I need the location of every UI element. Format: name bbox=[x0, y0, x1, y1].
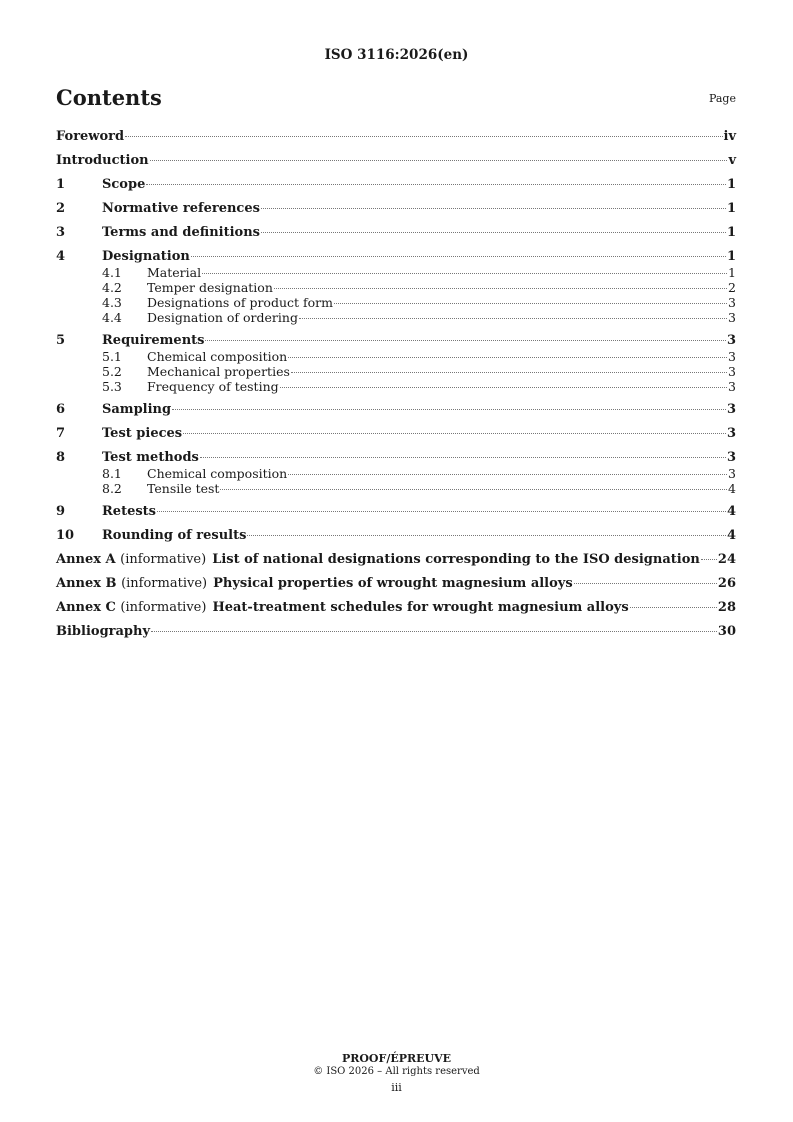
dot-leader bbox=[701, 559, 717, 560]
toc-entry-clause[interactable] bbox=[56, 333, 736, 349]
subclause-page: 4 bbox=[728, 481, 736, 496]
toc-entry-subclause[interactable] bbox=[56, 295, 736, 310]
annex-label: Annex A bbox=[56, 552, 116, 567]
subclause-page: 3 bbox=[728, 295, 736, 310]
clause-title: Test pieces bbox=[102, 426, 183, 441]
annex-label: Annex C bbox=[56, 600, 116, 615]
subclause-title: Temper designation bbox=[147, 280, 273, 295]
dot-leader bbox=[220, 489, 727, 490]
toc-entry-page: iv bbox=[723, 129, 736, 144]
subclause-page: 1 bbox=[728, 265, 736, 280]
annex-page: 24 bbox=[717, 552, 736, 567]
dot-leader bbox=[261, 232, 726, 233]
clause-number: 4 bbox=[56, 249, 66, 264]
toc-entry-page: 30 bbox=[717, 624, 736, 639]
toc-entry-subclause[interactable] bbox=[56, 349, 736, 364]
clause-title: Retests bbox=[102, 504, 156, 519]
toc-entry-subclause[interactable] bbox=[56, 265, 736, 280]
clause-title: Terms and definitions bbox=[102, 225, 260, 240]
toc-entry-title: Introduction bbox=[56, 153, 149, 168]
dot-leader bbox=[205, 340, 725, 341]
clause-number: 10 bbox=[56, 528, 75, 543]
copyright-notice: © ISO 2026 – All rights reserved bbox=[313, 1066, 480, 1077]
toc-entry-title: Foreword bbox=[56, 129, 125, 144]
dot-leader bbox=[280, 387, 727, 388]
subclause-number: 4.2 bbox=[102, 280, 122, 295]
dot-leader bbox=[291, 372, 727, 373]
clause-title: Rounding of results bbox=[102, 528, 247, 543]
clause-number: 7 bbox=[56, 426, 66, 441]
subclause-title: Designation of ordering bbox=[147, 310, 298, 325]
clause-page: 1 bbox=[726, 177, 736, 192]
subclause-title: Material bbox=[147, 265, 202, 280]
dot-leader bbox=[172, 409, 726, 410]
toc-entry-clause[interactable] bbox=[56, 201, 736, 217]
clause-number: 2 bbox=[56, 201, 66, 216]
toc-entry-introduction[interactable] bbox=[56, 153, 736, 169]
dot-leader bbox=[151, 631, 717, 632]
subclause-title: Chemical composition bbox=[147, 349, 288, 364]
page-footer bbox=[0, 1052, 793, 1096]
toc-entry-subclause[interactable] bbox=[56, 379, 736, 394]
dot-leader bbox=[183, 433, 726, 434]
toc-entry-subclause[interactable] bbox=[56, 310, 736, 325]
clause-number: 5 bbox=[56, 333, 66, 348]
dot-leader bbox=[299, 318, 727, 319]
dot-leader bbox=[261, 208, 726, 209]
clause-page: 3 bbox=[726, 450, 736, 465]
dot-leader bbox=[191, 256, 726, 257]
subclause-page: 2 bbox=[728, 280, 736, 295]
subclause-title: Chemical composition bbox=[147, 466, 288, 481]
clause-page: 1 bbox=[726, 201, 736, 216]
toc-entry-clause[interactable] bbox=[56, 528, 736, 544]
annex-title: Physical properties of wrought magnesium alloys bbox=[213, 576, 573, 591]
clause-title: Requirements bbox=[102, 333, 205, 348]
annex-title: List of national designations corresponding to the ISO designation bbox=[212, 552, 700, 567]
dot-leader bbox=[150, 160, 728, 161]
dot-leader bbox=[125, 136, 722, 137]
annex-page: 26 bbox=[717, 576, 736, 591]
clause-title: Scope bbox=[102, 177, 146, 192]
annex-informative-label: (informative) bbox=[120, 600, 207, 615]
subclause-page: 3 bbox=[728, 466, 736, 481]
dot-leader bbox=[146, 184, 726, 185]
clause-page: 3 bbox=[726, 426, 736, 441]
clause-title: Sampling bbox=[102, 402, 172, 417]
subclause-title: Mechanical properties bbox=[147, 364, 290, 379]
clause-number: 8 bbox=[56, 450, 66, 465]
document-id: ISO 3116:2026(en) bbox=[324, 47, 469, 63]
clause-page: 4 bbox=[726, 528, 736, 543]
proof-label: PROOF/ÉPREUVE bbox=[341, 1052, 452, 1065]
toc-entry-foreword[interactable] bbox=[56, 129, 736, 145]
subclause-page: 3 bbox=[728, 364, 736, 379]
dot-leader bbox=[334, 303, 727, 304]
clause-page: 3 bbox=[726, 333, 736, 348]
dot-leader bbox=[574, 583, 717, 584]
subclause-page: 3 bbox=[728, 379, 736, 394]
clause-number: 6 bbox=[56, 402, 66, 417]
toc-entry-bibliography[interactable] bbox=[56, 624, 736, 640]
subclause-page: 3 bbox=[728, 310, 736, 325]
clause-title: Normative references bbox=[102, 201, 260, 216]
subclause-number: 8.1 bbox=[102, 466, 122, 481]
annex-page: 28 bbox=[717, 600, 736, 615]
page-column-label: Page bbox=[708, 92, 736, 105]
subclause-page: 3 bbox=[728, 349, 736, 364]
toc-entry-clause[interactable] bbox=[56, 426, 736, 442]
subclause-number: 5.1 bbox=[102, 349, 122, 364]
clause-title: Test methods bbox=[102, 450, 199, 465]
toc-entry-subclause[interactable] bbox=[56, 280, 736, 295]
toc-entry-annex[interactable] bbox=[56, 552, 736, 568]
clause-page: 4 bbox=[726, 504, 736, 519]
dot-leader bbox=[630, 607, 717, 608]
clause-number: 9 bbox=[56, 504, 66, 519]
toc-entry-page: v bbox=[728, 153, 736, 168]
contents-title: Contents bbox=[56, 85, 162, 110]
dot-leader bbox=[288, 474, 727, 475]
toc-entry-subclause[interactable] bbox=[56, 364, 736, 379]
toc-entry-annex[interactable] bbox=[56, 600, 736, 616]
toc-entry-title: Bibliography bbox=[56, 624, 151, 639]
subclause-number: 5.2 bbox=[102, 364, 122, 379]
toc-entry-clause[interactable] bbox=[56, 249, 736, 265]
dot-leader bbox=[247, 535, 726, 536]
subclause-number: 4.1 bbox=[102, 265, 122, 280]
subclause-number: 8.2 bbox=[102, 481, 122, 496]
clause-page: 1 bbox=[726, 225, 736, 240]
subclause-title: Frequency of testing bbox=[147, 379, 279, 394]
annex-title: Heat-treatment schedules for wrought magnesium alloys bbox=[212, 600, 629, 615]
dot-leader bbox=[200, 457, 726, 458]
toc-entry-clause[interactable] bbox=[56, 402, 736, 418]
subclause-title: Tensile test bbox=[147, 481, 220, 496]
clause-number: 1 bbox=[56, 177, 66, 192]
annex-informative-label: (informative) bbox=[121, 576, 208, 591]
toc-entry-clause[interactable] bbox=[56, 450, 736, 466]
toc-entry-subclause[interactable] bbox=[56, 481, 736, 496]
clause-page: 3 bbox=[726, 402, 736, 417]
toc-entry-annex[interactable] bbox=[56, 576, 736, 592]
subclause-title: Designations of product form bbox=[147, 295, 333, 310]
clause-number: 3 bbox=[56, 225, 66, 240]
toc-entry-clause[interactable] bbox=[56, 177, 736, 193]
clause-title: Designation bbox=[102, 249, 190, 264]
table-of-contents bbox=[56, 129, 736, 640]
dot-leader bbox=[288, 357, 727, 358]
toc-entry-clause[interactable] bbox=[56, 504, 736, 520]
annex-informative-label: (informative) bbox=[120, 552, 207, 567]
dot-leader bbox=[274, 288, 727, 289]
page-number: iii bbox=[391, 1081, 402, 1094]
subclause-number: 4.3 bbox=[102, 295, 122, 310]
dot-leader bbox=[202, 273, 727, 274]
toc-entry-subclause[interactable] bbox=[56, 466, 736, 481]
subclause-number: 5.3 bbox=[102, 379, 122, 394]
toc-entry-clause[interactable] bbox=[56, 225, 736, 241]
clause-page: 1 bbox=[726, 249, 736, 264]
subclause-number: 4.4 bbox=[102, 310, 122, 325]
annex-label: Annex B bbox=[56, 576, 117, 591]
dot-leader bbox=[157, 511, 726, 512]
